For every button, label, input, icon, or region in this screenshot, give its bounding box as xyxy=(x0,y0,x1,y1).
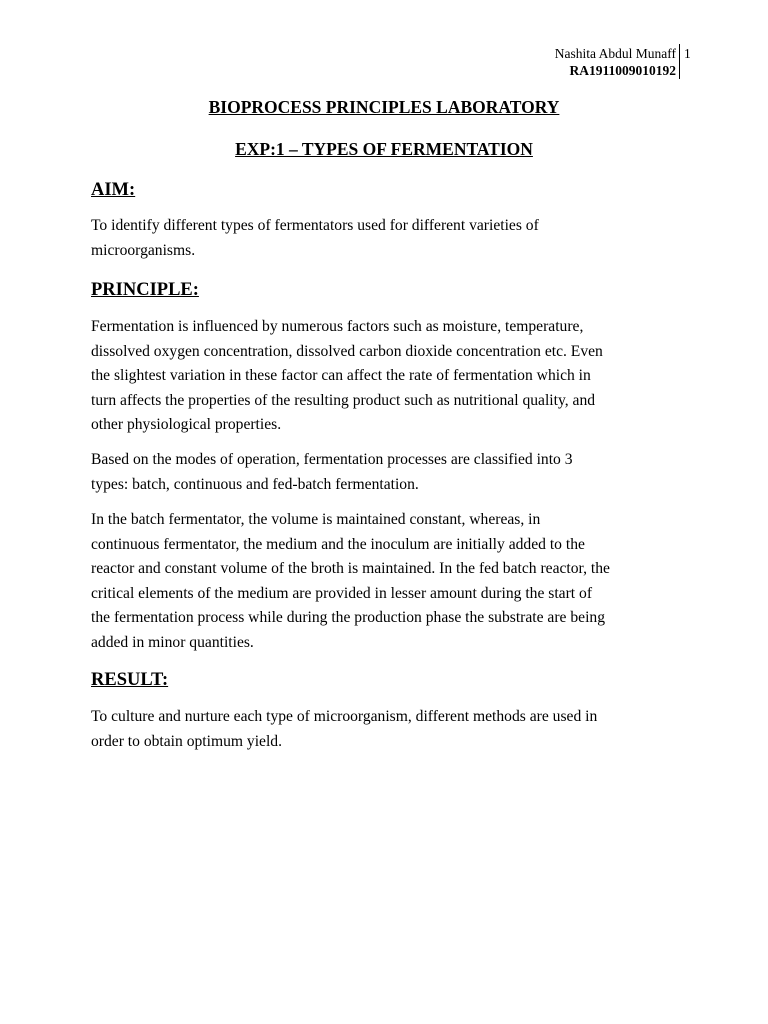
registration-number: RA1911009010192 xyxy=(569,63,676,78)
document-title: BIOPROCESS PRINCIPLES LABORATORY xyxy=(208,97,560,117)
text-line: the fermentation process while during the production phase the substrate are being xyxy=(91,609,605,626)
principle-paragraph-3 xyxy=(91,508,691,655)
text-line: order to obtain optimum yield. xyxy=(91,732,282,750)
text-line: types: batch, continuous and fed-batch fermentation. xyxy=(91,475,419,493)
text-line: Fermentation is influenced by numerous factors such as moisture, temperature, xyxy=(91,318,584,335)
principle-paragraph-1 xyxy=(91,315,691,438)
text-line: turn affects the properties of the resulting product such as nutritional quality, and xyxy=(91,391,596,409)
text-line: To identify different types of fermentators used for different varieties of xyxy=(91,217,539,234)
text-line: the slightest variation in these factor can affect the rate of fermentation which in xyxy=(91,367,591,384)
aim-paragraph xyxy=(91,214,691,263)
running-header xyxy=(555,46,676,79)
text-line: microorganisms. xyxy=(91,241,196,259)
text-line: critical elements of the medium are provided in lesser amount during the start of xyxy=(91,584,593,602)
aim-heading: AIM: xyxy=(91,180,136,200)
principle-paragraph-2 xyxy=(91,448,691,497)
text-line: reactor and constant volume of the broth is maintained. In the fed batch reactor, the xyxy=(91,560,610,577)
text-line: To culture and nurture each type of microorganism, different methods are used in xyxy=(91,708,598,725)
result-heading: RESULT: xyxy=(91,670,169,690)
text-line: Based on the modes of operation, fermentation processes are classified into 3 xyxy=(91,451,573,468)
text-line: added in minor quantities. xyxy=(91,633,254,651)
experiment-title: EXP:1 – TYPES OF FERMENTATION xyxy=(235,139,533,159)
text-line: In the batch fermentator, the volume is maintained constant, whereas, in xyxy=(91,511,541,528)
text-line: other physiological properties. xyxy=(91,416,282,433)
result-paragraph xyxy=(91,705,691,754)
text-line: continuous fermentator, the medium and the inoculum are initially added to the xyxy=(91,535,585,553)
text-line: dissolved oxygen concentration, dissolved carbon dioxide concentration etc. Even xyxy=(91,342,603,360)
header-divider xyxy=(679,44,680,79)
page-number: 1 xyxy=(684,46,691,61)
principle-heading: PRINCIPLE: xyxy=(91,280,199,300)
author-name: Nashita Abdul Munaff xyxy=(554,46,676,61)
